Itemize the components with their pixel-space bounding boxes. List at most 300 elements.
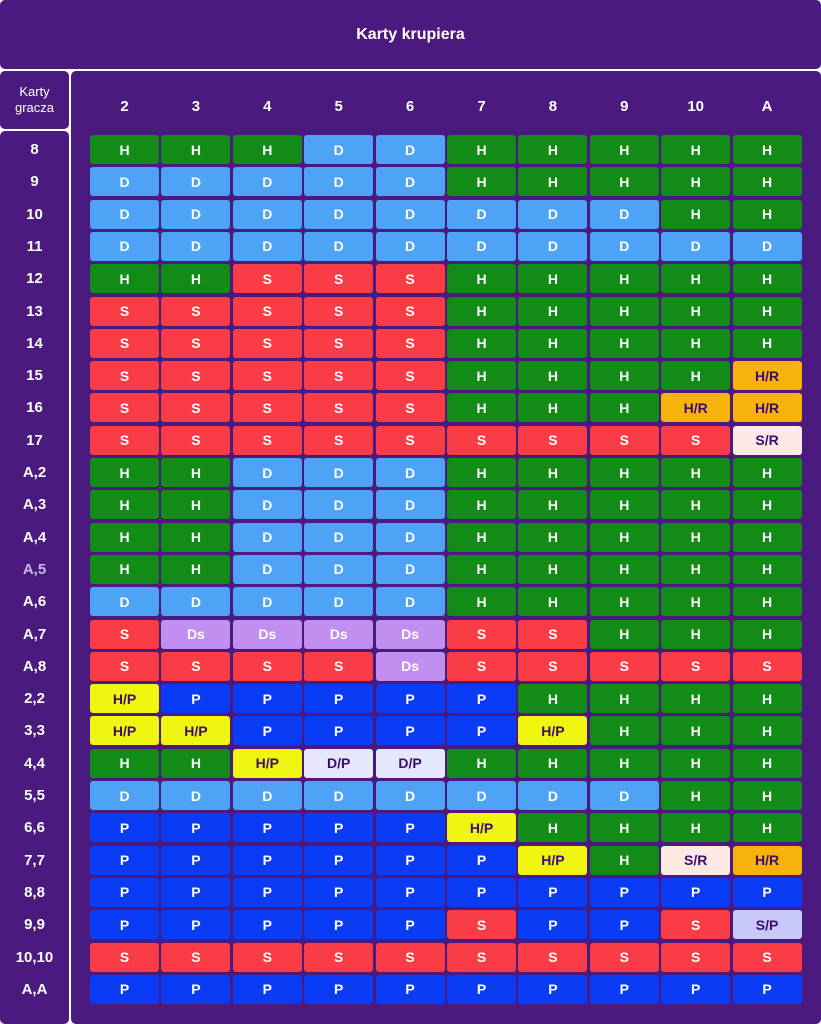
strategy-cell: S — [447, 426, 516, 455]
strategy-cell: D — [518, 781, 587, 810]
dealer-cards-header — [0, 0, 821, 69]
strategy-cell: H — [733, 329, 802, 358]
strategy-cell: S — [304, 393, 373, 422]
dealer-card-label: 2 — [120, 97, 129, 115]
strategy-cell: D — [304, 200, 373, 229]
strategy-cell: Ds — [161, 620, 230, 649]
strategy-cell: P — [304, 910, 373, 939]
strategy-cell: H — [447, 264, 516, 293]
strategy-cell: H — [590, 813, 659, 842]
strategy-cell: D — [518, 200, 587, 229]
strategy-cell: H — [661, 620, 730, 649]
strategy-cell: S — [590, 943, 659, 972]
strategy-cell: P — [233, 910, 302, 939]
strategy-cell: H — [518, 523, 587, 552]
strategy-cell: P — [733, 975, 802, 1004]
strategy-cell: H — [733, 620, 802, 649]
strategy-cell: P — [376, 846, 445, 875]
strategy-cell: H — [733, 458, 802, 487]
player-hand-label: A,2 — [22, 464, 47, 481]
strategy-cell: D — [233, 555, 302, 584]
player-hand-label: 5,5 — [24, 787, 45, 804]
strategy-cell: P — [161, 910, 230, 939]
player-hand-label: A,A — [21, 980, 48, 998]
strategy-cell: D — [233, 232, 302, 261]
strategy-cell: S — [661, 426, 730, 455]
strategy-cell: H — [161, 749, 230, 778]
player-hand-label: 9,9 — [24, 916, 45, 934]
player-hand-label: 8 — [30, 141, 39, 158]
strategy-cell: S — [233, 264, 302, 293]
strategy-cell: P — [233, 878, 302, 907]
strategy-cell: D — [590, 781, 659, 810]
strategy-cell: P — [233, 975, 302, 1004]
player-hand-label: 14 — [26, 334, 43, 352]
strategy-cell: D — [233, 458, 302, 487]
strategy-cell: H — [733, 587, 802, 616]
strategy-cell: H — [661, 781, 730, 810]
strategy-cell: P — [304, 878, 373, 907]
strategy-cell: S — [90, 620, 159, 649]
strategy-cell: H — [590, 167, 659, 196]
strategy-cell: D — [304, 490, 373, 519]
strategy-cell: H — [661, 200, 730, 229]
strategy-cell: D — [590, 200, 659, 229]
strategy-cell: P — [376, 716, 445, 745]
player-hand-label: 10 — [26, 205, 43, 223]
strategy-cell: D — [376, 523, 445, 552]
player-hand-label: 11 — [26, 237, 43, 255]
strategy-cell: H — [590, 587, 659, 616]
strategy-cell: S — [233, 652, 302, 681]
strategy-cell: H — [518, 813, 587, 842]
strategy-cell: S — [518, 426, 587, 455]
strategy-cell: S — [161, 329, 230, 358]
strategy-cell: S — [518, 620, 587, 649]
strategy-cell: P — [304, 684, 373, 713]
strategy-cell: S — [161, 393, 230, 422]
strategy-cell: S — [376, 329, 445, 358]
strategy-cell: P — [376, 813, 445, 842]
strategy-cell: P — [304, 975, 373, 1004]
strategy-cell: H — [518, 393, 587, 422]
strategy-cell: H — [447, 555, 516, 584]
strategy-cell: D — [90, 200, 159, 229]
strategy-cell: S — [304, 264, 373, 293]
strategy-cell: H — [447, 361, 516, 390]
strategy-cell: H — [590, 361, 659, 390]
strategy-cell: S — [233, 943, 302, 972]
strategy-cell: P — [590, 878, 659, 907]
strategy-cell: H — [518, 297, 587, 326]
strategy-cell: H — [447, 167, 516, 196]
strategy-cell: P — [233, 684, 302, 713]
strategy-cell: H — [733, 167, 802, 196]
strategy-cell: H — [661, 587, 730, 616]
strategy-cell: D — [90, 232, 159, 261]
strategy-cell: P — [376, 975, 445, 1004]
player-hand-label: 12 — [26, 270, 43, 288]
strategy-cell: S — [161, 652, 230, 681]
strategy-cell: H — [518, 490, 587, 519]
strategy-cell: D — [304, 523, 373, 552]
strategy-cell: H/P — [447, 813, 516, 842]
strategy-cell: H/R — [733, 846, 802, 875]
player-hand-label: A,5 — [22, 560, 47, 578]
player-hand-label: 2,2 — [24, 690, 45, 708]
strategy-cell: H — [661, 523, 730, 552]
strategy-cell: Ds — [233, 620, 302, 649]
strategy-cell: D — [376, 232, 445, 261]
dealer-card-label: 6 — [405, 97, 415, 115]
strategy-cell: P — [161, 846, 230, 875]
strategy-cell: S — [376, 426, 445, 455]
strategy-cell: S — [304, 652, 373, 681]
strategy-cell: H — [590, 749, 659, 778]
strategy-cell: S — [447, 620, 516, 649]
player-hand-label: A,6 — [22, 593, 47, 611]
strategy-cell: P — [90, 846, 159, 875]
strategy-cell: H — [733, 200, 802, 229]
strategy-cell: P — [590, 975, 659, 1004]
strategy-cell: H — [233, 135, 302, 164]
strategy-cell: H — [590, 684, 659, 713]
strategy-cell: Ds — [376, 652, 445, 681]
strategy-cell: H — [590, 393, 659, 422]
strategy-cell: D — [90, 781, 159, 810]
strategy-cell: H/P — [90, 716, 159, 745]
strategy-cell: S/P — [733, 910, 802, 939]
strategy-cell: H — [733, 297, 802, 326]
strategy-cell: D — [90, 587, 159, 616]
strategy-cell: H — [590, 297, 659, 326]
strategy-cell: S — [304, 329, 373, 358]
strategy-cell: D — [161, 232, 230, 261]
strategy-cell: D — [304, 167, 373, 196]
strategy-cell: H — [518, 361, 587, 390]
strategy-cell: D — [233, 587, 302, 616]
strategy-cell: S — [661, 910, 730, 939]
strategy-cell: H/R — [733, 361, 802, 390]
strategy-cell: P — [376, 878, 445, 907]
strategy-cell: H — [590, 329, 659, 358]
strategy-cell: S/R — [661, 846, 730, 875]
strategy-cell: P — [518, 910, 587, 939]
strategy-cell: H — [518, 167, 587, 196]
strategy-cell: H — [661, 135, 730, 164]
strategy-cell: H — [161, 458, 230, 487]
player-hand-label: 16 — [26, 399, 43, 417]
strategy-cell: H — [518, 264, 587, 293]
strategy-cell: H — [90, 523, 159, 552]
strategy-cell: P — [518, 975, 587, 1004]
player-hand-label: 9 — [30, 173, 39, 191]
strategy-cell: H — [733, 264, 802, 293]
strategy-cell: S — [90, 426, 159, 455]
strategy-cell: H — [518, 587, 587, 616]
player-cards-title: Karty gracza — [14, 84, 55, 115]
strategy-cell: D — [661, 232, 730, 261]
player-hand-label: 17 — [26, 431, 43, 449]
strategy-cell: P — [233, 846, 302, 875]
strategy-cell: D — [733, 232, 802, 261]
strategy-cell: H — [161, 264, 230, 293]
strategy-cell: P — [161, 975, 230, 1004]
strategy-cell: P — [661, 878, 730, 907]
strategy-cell: D — [233, 781, 302, 810]
strategy-cell: P — [90, 975, 159, 1004]
strategy-cell: H/P — [518, 846, 587, 875]
strategy-cell: D — [376, 781, 445, 810]
strategy-cell: S — [376, 264, 445, 293]
strategy-cell: D — [304, 458, 373, 487]
strategy-cell: H — [661, 716, 730, 745]
strategy-cell: H — [733, 749, 802, 778]
strategy-cell: D — [376, 135, 445, 164]
strategy-cell: S — [518, 943, 587, 972]
strategy-cell: S — [90, 652, 159, 681]
strategy-cell: H — [161, 523, 230, 552]
strategy-cell: P — [161, 684, 230, 713]
strategy-cell: P — [447, 878, 516, 907]
strategy-cell: H — [590, 523, 659, 552]
player-hand-label: 6,6 — [24, 819, 45, 837]
strategy-cell: H — [518, 555, 587, 584]
strategy-cell: H — [518, 749, 587, 778]
strategy-cell: S — [447, 943, 516, 972]
strategy-cell: D — [233, 167, 302, 196]
player-hand-label: A,8 — [22, 657, 47, 675]
strategy-cell: D — [376, 587, 445, 616]
dealer-card-label: 4 — [263, 97, 272, 115]
strategy-cell: S — [518, 652, 587, 681]
dealer-card-label: 5 — [334, 97, 343, 115]
strategy-cell: P — [90, 878, 159, 907]
strategy-cell: D — [161, 167, 230, 196]
strategy-cell: H — [447, 329, 516, 358]
strategy-cell: P — [304, 846, 373, 875]
strategy-cell: D — [233, 200, 302, 229]
strategy-cell: S — [304, 943, 373, 972]
strategy-cell: S — [376, 393, 445, 422]
strategy-cell: S — [90, 393, 159, 422]
strategy-cell: H — [161, 555, 230, 584]
strategy-cell: P — [233, 813, 302, 842]
strategy-cell: S — [304, 361, 373, 390]
strategy-cell: P — [376, 910, 445, 939]
strategy-cell: S — [161, 943, 230, 972]
strategy-cell: P — [304, 813, 373, 842]
strategy-cell: D — [304, 135, 373, 164]
strategy-cell: H — [661, 264, 730, 293]
strategy-cell: D — [376, 167, 445, 196]
strategy-cell: H/P — [90, 684, 159, 713]
dealer-card-label: 7 — [477, 97, 486, 115]
strategy-cell: S — [233, 393, 302, 422]
player-hand-label: 15 — [26, 367, 43, 385]
strategy-cell: P — [161, 878, 230, 907]
strategy-cell: D — [447, 232, 516, 261]
dealer-card-label: 9 — [620, 97, 629, 115]
strategy-cell: H — [661, 329, 730, 358]
player-hand-label: 4,4 — [24, 754, 45, 772]
strategy-cell: P — [90, 910, 159, 939]
strategy-cell: P — [590, 910, 659, 939]
strategy-cell: H — [161, 490, 230, 519]
strategy-cell: H — [661, 361, 730, 390]
strategy-cell: D/P — [304, 749, 373, 778]
strategy-cell: H — [733, 684, 802, 713]
strategy-cell: D — [304, 555, 373, 584]
strategy-cell: S — [304, 426, 373, 455]
strategy-cell: Ds — [376, 620, 445, 649]
strategy-cell: D — [376, 200, 445, 229]
strategy-cell: H — [518, 135, 587, 164]
strategy-cell: S — [590, 652, 659, 681]
strategy-cell: S — [90, 297, 159, 326]
strategy-cell: D — [161, 200, 230, 229]
player-hand-label: A,4 — [22, 528, 47, 546]
strategy-cell: S — [661, 943, 730, 972]
dealer-card-label: 3 — [191, 97, 201, 115]
strategy-cell: S — [161, 297, 230, 326]
strategy-cell: S — [233, 329, 302, 358]
strategy-cell: H — [661, 167, 730, 196]
strategy-cell: D — [376, 490, 445, 519]
strategy-cell: D — [304, 781, 373, 810]
strategy-cell: S — [90, 943, 159, 972]
strategy-cell: H — [447, 523, 516, 552]
strategy-cell: P — [661, 975, 730, 1004]
strategy-cell: H — [590, 555, 659, 584]
strategy-cell: D — [590, 232, 659, 261]
strategy-cell: H — [590, 716, 659, 745]
strategy-cell: H — [733, 813, 802, 842]
strategy-cell: S — [376, 297, 445, 326]
strategy-cell: H — [90, 135, 159, 164]
player-cards-header — [0, 71, 69, 129]
strategy-cell: H — [590, 620, 659, 649]
strategy-cell: H — [90, 555, 159, 584]
strategy-cell: S — [447, 910, 516, 939]
strategy-cell: H — [447, 587, 516, 616]
strategy-cell: H — [161, 135, 230, 164]
strategy-cell: P — [90, 813, 159, 842]
strategy-cell: H — [447, 297, 516, 326]
player-hand-label: 13 — [26, 302, 43, 320]
strategy-cell: H — [518, 458, 587, 487]
strategy-cell: H — [733, 523, 802, 552]
strategy-cell: D — [376, 458, 445, 487]
strategy-cell: H — [518, 329, 587, 358]
strategy-cell: S — [161, 361, 230, 390]
strategy-cell: H/R — [733, 393, 802, 422]
player-hand-label: A,3 — [22, 496, 47, 514]
strategy-cell: H — [590, 135, 659, 164]
strategy-cell: H/R — [661, 393, 730, 422]
strategy-cell: H/P — [161, 716, 230, 745]
strategy-cell: D — [233, 523, 302, 552]
strategy-cell: S — [233, 297, 302, 326]
strategy-cell: H — [590, 846, 659, 875]
dealer-card-label: 10 — [687, 97, 705, 115]
strategy-cell: P — [447, 716, 516, 745]
strategy-cell: H — [733, 781, 802, 810]
strategy-cell: H — [90, 490, 159, 519]
strategy-cell: D — [233, 490, 302, 519]
player-hand-label: 3,3 — [24, 722, 45, 740]
strategy-cell: S — [733, 943, 802, 972]
strategy-cell: Ds — [304, 620, 373, 649]
strategy-cell: S — [90, 361, 159, 390]
strategy-cell: H — [661, 297, 730, 326]
strategy-cell: D — [518, 232, 587, 261]
strategy-cell: S — [304, 297, 373, 326]
strategy-cell: H/P — [518, 716, 587, 745]
strategy-cell: S — [590, 426, 659, 455]
strategy-cell: S — [90, 329, 159, 358]
strategy-cell: D/P — [376, 749, 445, 778]
strategy-cell: S — [376, 943, 445, 972]
dealer-card-label: A — [761, 97, 773, 115]
strategy-cell: H — [518, 684, 587, 713]
player-hand-label: 8,8 — [24, 883, 45, 901]
strategy-cell: H — [90, 264, 159, 293]
strategy-cell: H — [661, 458, 730, 487]
strategy-cell: P — [447, 975, 516, 1004]
strategy-cell: D — [90, 167, 159, 196]
strategy-cell: H — [90, 749, 159, 778]
strategy-cell: S — [733, 652, 802, 681]
strategy-cell: H — [733, 716, 802, 745]
strategy-cell: H — [447, 490, 516, 519]
strategy-cell: P — [376, 684, 445, 713]
strategy-cell: H — [661, 555, 730, 584]
strategy-cell: P — [447, 684, 516, 713]
player-hand-label: 10,10 — [15, 948, 54, 966]
dealer-cards-title: Karty krupiera — [356, 25, 465, 43]
strategy-cell: D — [447, 781, 516, 810]
strategy-cell: H — [447, 458, 516, 487]
dealer-card-label: 8 — [548, 97, 558, 115]
strategy-cell: H — [447, 749, 516, 778]
player-hand-label: A,7 — [22, 625, 47, 643]
strategy-cell: S — [661, 652, 730, 681]
strategy-cell: H — [447, 135, 516, 164]
strategy-cell: P — [161, 813, 230, 842]
strategy-cell: H — [733, 135, 802, 164]
strategy-cell: P — [233, 716, 302, 745]
strategy-cell: H — [661, 813, 730, 842]
strategy-cell: P — [518, 878, 587, 907]
strategy-cell: S/R — [733, 426, 802, 455]
strategy-cell: D — [161, 781, 230, 810]
strategy-cell: H — [661, 684, 730, 713]
strategy-cell: H/P — [233, 749, 302, 778]
strategy-cell: H — [733, 555, 802, 584]
strategy-cell: H — [733, 490, 802, 519]
strategy-cell: S — [233, 426, 302, 455]
strategy-cell: D — [304, 587, 373, 616]
strategy-cell: H — [590, 490, 659, 519]
strategy-cell: D — [376, 555, 445, 584]
strategy-cell: H — [590, 264, 659, 293]
strategy-cell: H — [590, 458, 659, 487]
strategy-cell: S — [233, 361, 302, 390]
strategy-cell: H — [661, 490, 730, 519]
strategy-cell: H — [447, 393, 516, 422]
strategy-cell: P — [733, 878, 802, 907]
